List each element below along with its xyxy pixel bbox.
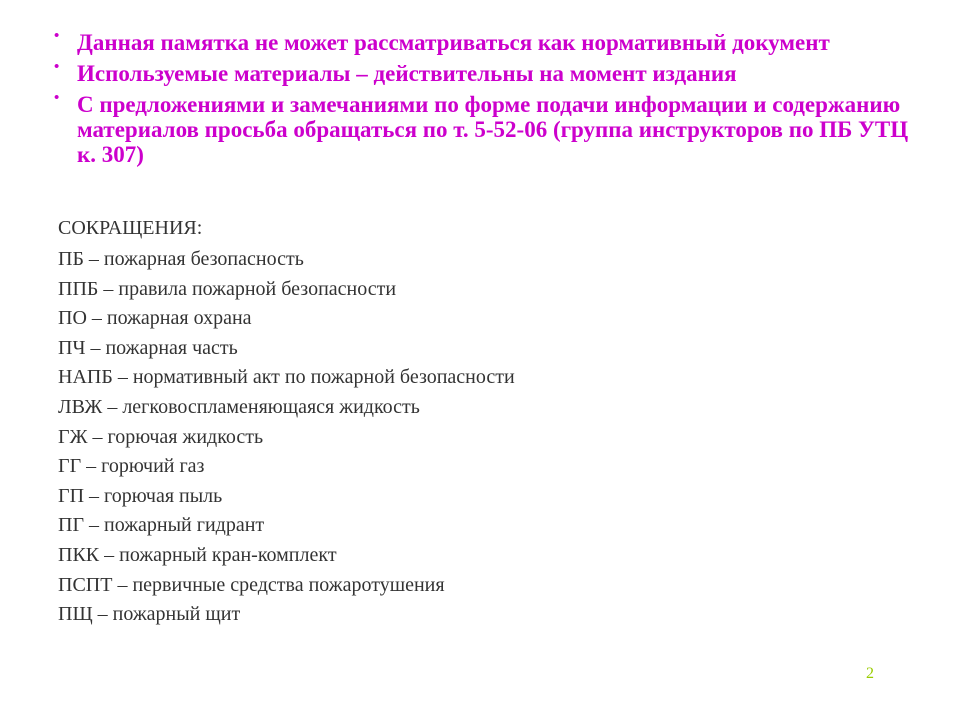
note-text: Используемые материалы – действительны на момент издания	[77, 61, 737, 86]
notes-list	[52, 30, 912, 173]
abbreviation-item: ПКК – пожарный кран-комплект	[58, 543, 337, 566]
abbreviations-title: СОКРАЩЕНИЯ:	[58, 217, 203, 239]
abbreviation-item: ПЧ – пожарная часть	[58, 336, 238, 359]
abbreviations-list	[58, 245, 878, 630]
abbreviation-item: ПЩ – пожарный щит	[58, 603, 241, 626]
abbreviation-item: ПСПТ – первичные средства пожаротушения	[58, 573, 445, 596]
bullet-icon: •	[54, 90, 60, 106]
note-item	[52, 92, 912, 167]
note-item	[52, 61, 912, 86]
page-number: 2	[866, 665, 874, 682]
abbreviation-item: ПО – пожарная охрана	[58, 307, 252, 330]
bullet-icon: •	[54, 59, 60, 75]
abbreviation-item: ППБ – правила пожарной безопасности	[58, 277, 397, 300]
abbreviation-item: ГГ – горючий газ	[58, 455, 205, 478]
abbreviation-item: НАПБ – нормативный акт по пожарной безопасности	[58, 366, 515, 389]
abbreviation-item: ПГ – пожарный гидрант	[58, 514, 265, 537]
abbreviation-item: ГП – горючая пыль	[58, 484, 223, 507]
abbreviations-section	[58, 216, 878, 630]
abbreviation-item: ЛВЖ – легковоспламеняющаяся жидкость	[58, 395, 420, 418]
note-text: С предложениями и замечаниями по форме подачи информации и содержанию материалов просьба обращаться по т. 5-52-06 (группа инструкторов по ПБ УТЦ к. 307)	[77, 92, 909, 167]
note-item	[52, 30, 912, 55]
note-text: Данная памятка не может рассматриваться как нормативный документ	[77, 30, 830, 55]
abbreviation-item: ПБ – пожарная безопасность	[58, 248, 304, 270]
abbreviation-item: ГЖ – горючая жидкость	[58, 425, 264, 448]
bullet-icon: •	[54, 28, 60, 44]
